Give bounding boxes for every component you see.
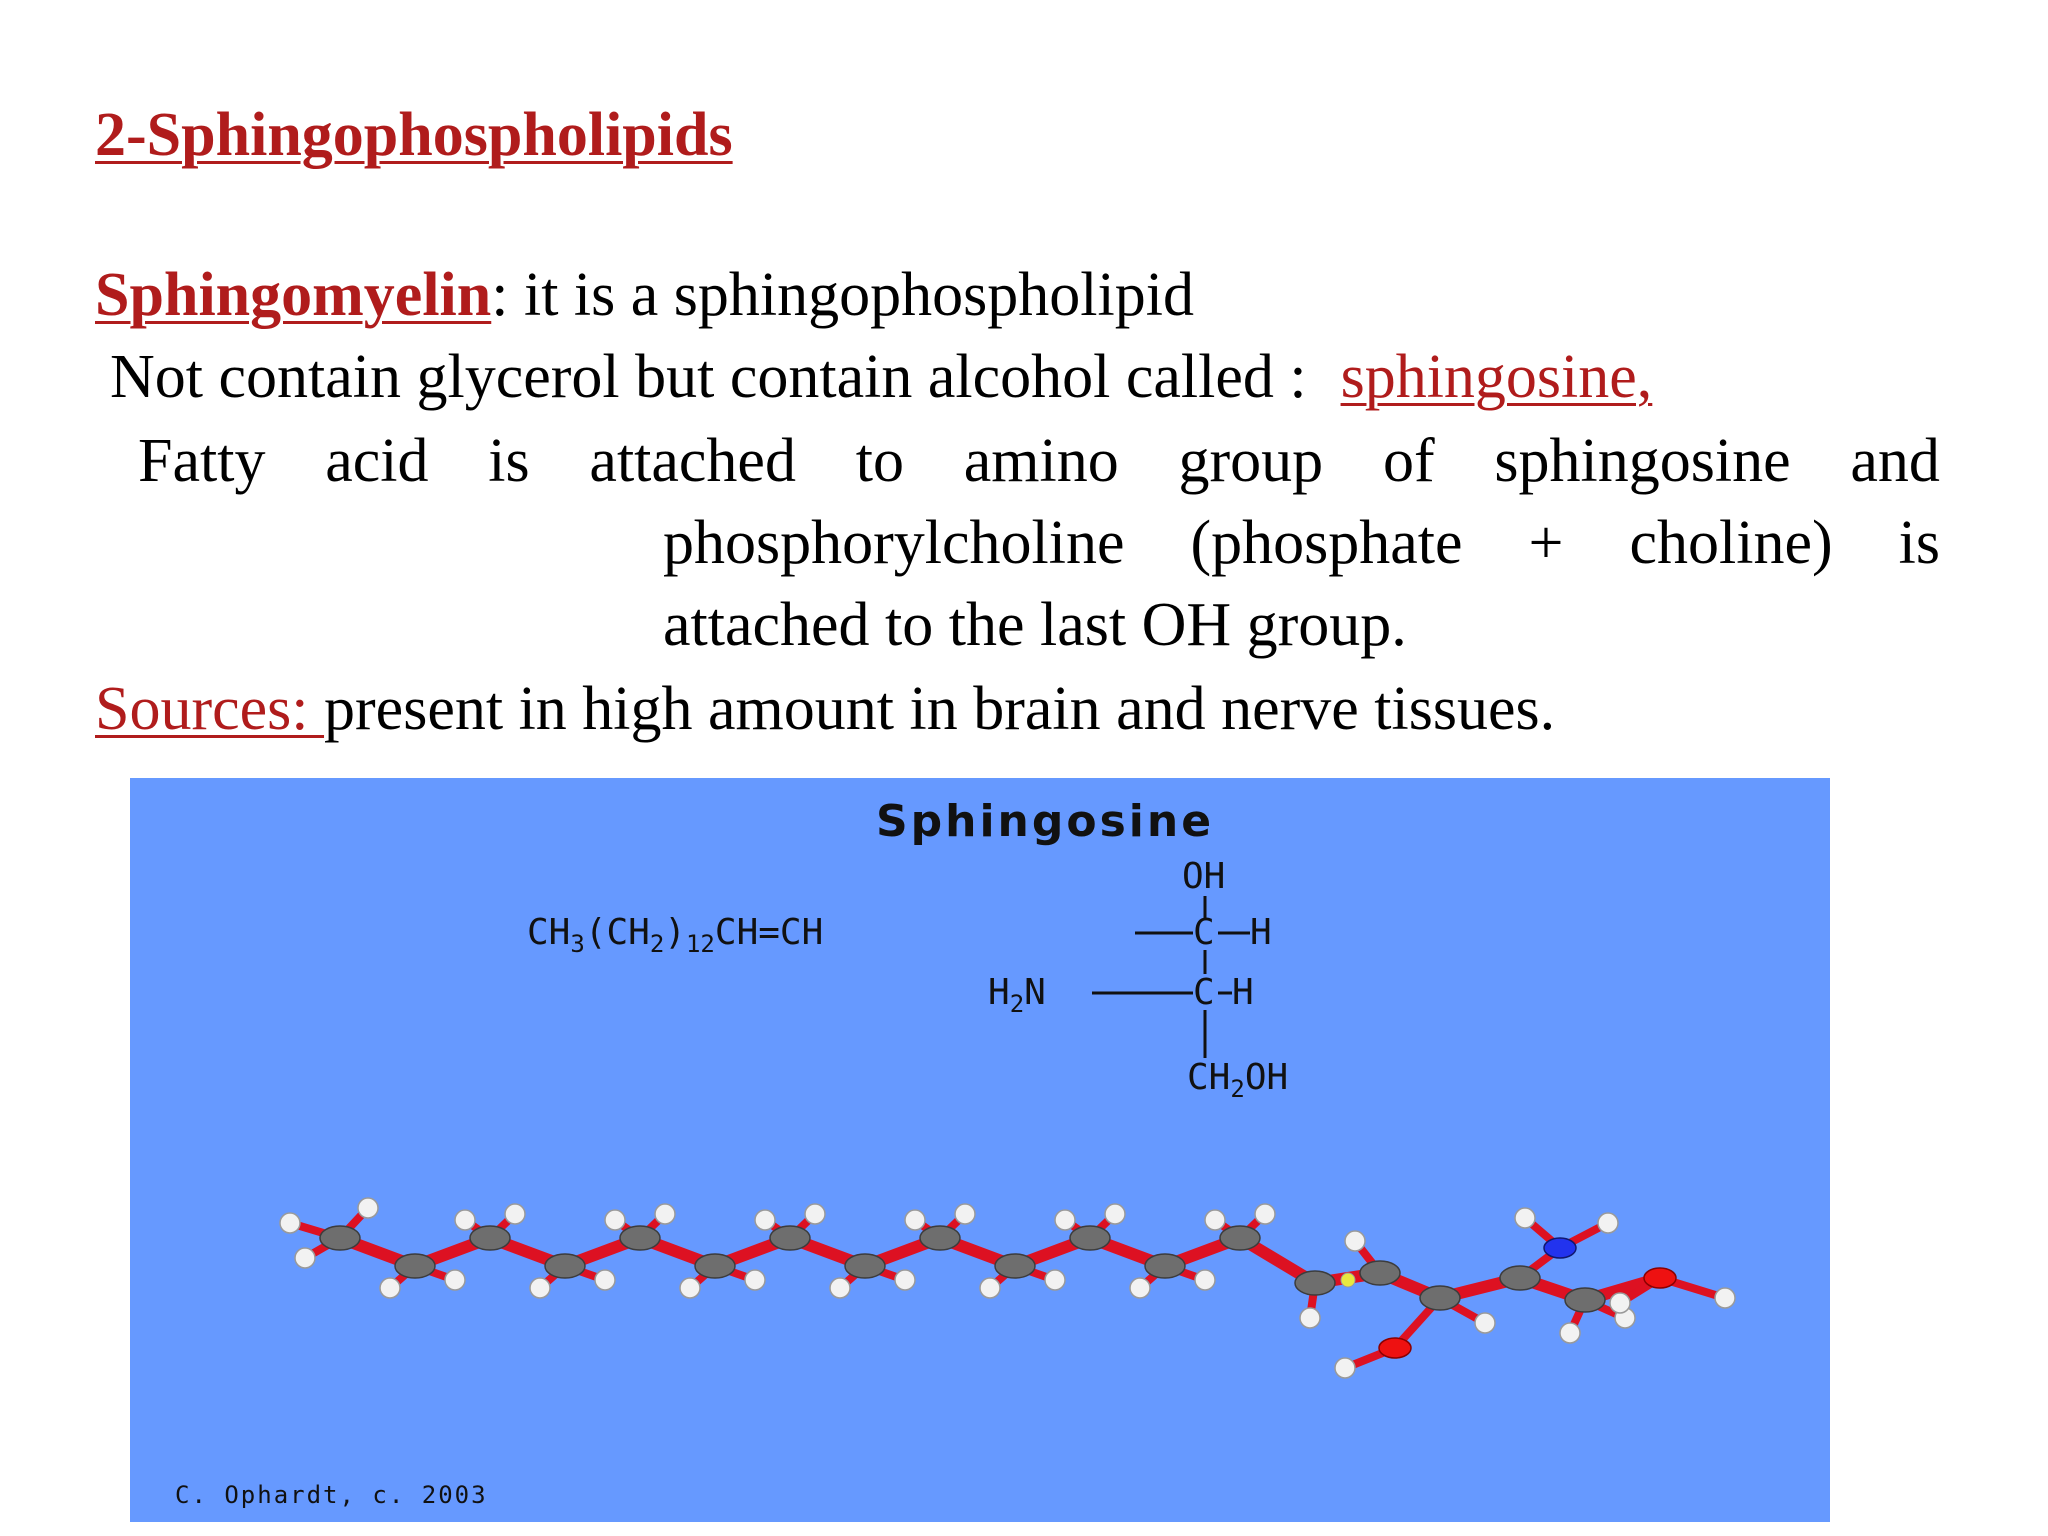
formula-h2n: $H_2N$ <box>988 972 1046 1018</box>
sphingosine-figure <box>130 778 1830 1522</box>
formula-chain: $CH_3(CH_2)_{12}CH=CH$ <box>527 912 824 958</box>
slide-title: 2-Sphingophospholipids <box>95 101 733 169</box>
word: Fatty <box>138 427 266 495</box>
sphingomyelin-term: Sphingomyelin <box>95 261 492 329</box>
formula-ch2oh: $CH_2OH$ <box>1187 1057 1289 1103</box>
word: phosphorylcholine <box>663 509 1125 577</box>
word: is <box>1898 509 1940 577</box>
word: acid <box>325 427 429 495</box>
formula-c1: C <box>1193 912 1215 953</box>
ball-and-stick-model <box>280 1198 1735 1378</box>
carbon-atoms <box>320 1226 1605 1312</box>
formula-oh: OH <box>1182 856 1226 897</box>
word: of <box>1382 427 1435 495</box>
glycerol-text: Not contain glycerol but contain alcohol called : <box>110 343 1307 411</box>
sources-text: present in high amount in brain and nerve tissues. <box>324 675 1556 743</box>
double-bond-marker <box>1341 1273 1355 1287</box>
word: is <box>488 427 530 495</box>
word: sphingosine <box>1494 427 1791 495</box>
fatty-acid-line <box>138 424 1940 498</box>
nitrogen-atom <box>1544 1238 1576 1258</box>
phosphorylcholine-line <box>663 506 1940 580</box>
word: group <box>1178 427 1324 495</box>
sources-label: Sources: <box>95 675 325 743</box>
oh-group-line: attached to the last OH group. <box>663 591 1407 659</box>
word: attached <box>589 427 796 495</box>
word: (phosphate <box>1190 509 1463 577</box>
oxygen-atom <box>1379 1338 1411 1358</box>
sphingomyelin-definition <box>95 258 1194 332</box>
structural-formula <box>527 856 1288 1103</box>
word: to <box>855 427 904 495</box>
sphingosine-diagram <box>130 778 1830 1522</box>
oxygen-atom <box>1644 1268 1676 1288</box>
word: + <box>1528 509 1564 577</box>
formula-h1: H <box>1250 912 1272 953</box>
word: amino <box>963 427 1119 495</box>
glycerol-statement <box>110 340 1652 414</box>
word: and <box>1850 427 1940 495</box>
sources-line <box>95 672 1555 746</box>
word: choline) <box>1629 509 1833 577</box>
definition-text: : it is a sphingophospholipid <box>491 261 1194 329</box>
figure-title: Sphingosine <box>875 796 1215 847</box>
formula-h2: H <box>1232 972 1254 1013</box>
figure-credit: C. Ophardt, c. 2003 <box>175 1481 488 1509</box>
sphingosine-highlight: sphingosine, <box>1340 343 1653 411</box>
formula-c2: C <box>1193 972 1215 1013</box>
